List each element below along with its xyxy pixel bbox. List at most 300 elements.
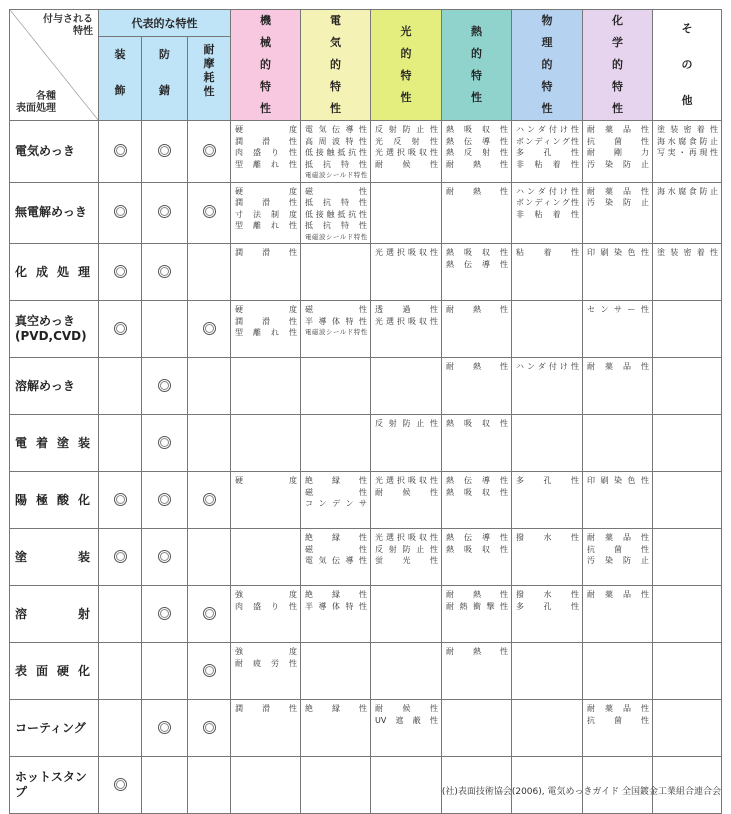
double-circle-icon [114, 322, 127, 335]
property-cell [301, 121, 371, 183]
property-cell [231, 472, 301, 529]
double-circle-icon [158, 379, 171, 392]
table-row [10, 244, 722, 301]
table-row [10, 472, 722, 529]
table-row [10, 529, 722, 586]
property-cell [653, 415, 722, 472]
double-circle-icon [203, 721, 216, 734]
mark-cell [142, 757, 188, 814]
property-item: 印刷染色性 [587, 248, 649, 257]
property-item: ハンダ付け性 [516, 125, 579, 134]
header-category-label: 機械的特性 [260, 14, 271, 115]
property-cell [512, 415, 583, 472]
property-item: 抵抗特性 [305, 221, 367, 230]
property-item: 汚染防止 [587, 159, 649, 169]
property-item: 耐候性 [375, 159, 438, 169]
property-cell [512, 301, 583, 358]
property-cell [301, 415, 371, 472]
property-cell [583, 182, 653, 244]
property-item: 潤滑性 [235, 704, 297, 713]
double-circle-icon [158, 144, 171, 157]
property-cell [512, 244, 583, 301]
property-item: 非粘着性 [516, 159, 579, 169]
property-cell [512, 586, 583, 643]
corner-bottom-line-2: 表面処理 [16, 103, 56, 114]
mark-cell [142, 301, 188, 358]
property-item: 反射防止性 [375, 419, 438, 428]
property-item: 電気伝導性 [305, 125, 367, 134]
property-cell [442, 358, 512, 415]
property-cell [583, 358, 653, 415]
row-treatment-name [10, 700, 99, 757]
header-sub-label: 防錆 [159, 47, 170, 97]
property-item: 硬度 [235, 476, 297, 485]
property-cell [371, 586, 442, 643]
property-cell [583, 700, 653, 757]
double-circle-icon [158, 721, 171, 734]
mark-cell [99, 358, 142, 415]
property-item: 熱伝導性 [446, 136, 508, 146]
header-sub-label: 耐摩耗性 [203, 42, 215, 98]
property-item: 写実・再現性 [657, 148, 718, 157]
property-item: 塗装密着性 [657, 125, 718, 134]
property-cell [442, 121, 512, 183]
row-treatment-name [10, 244, 99, 301]
header-category [512, 10, 583, 121]
property-item: 耐熱衝撃性 [446, 601, 508, 611]
treatment-name-sub: (PVD,CVD) [15, 329, 87, 343]
property-item: 光選択吸収性 [375, 533, 438, 542]
mark-cell [99, 472, 142, 529]
row-treatment-name [10, 121, 99, 183]
property-item: 蛍光性 [375, 556, 438, 565]
property-cell [371, 244, 442, 301]
property-item: コンデンサ [305, 499, 367, 508]
property-item: 型離れ性 [235, 328, 297, 337]
treatment-name-text: 電着塗装 [15, 435, 90, 450]
mark-cell [99, 301, 142, 358]
property-cell [442, 244, 512, 301]
treatment-name-text: 陽極酸化 [15, 492, 90, 507]
source-citation: (社)表面技術協会(2006), 電気めっきガイド 全国鍍金工業組合連合会 [441, 787, 721, 797]
property-cell [231, 643, 301, 700]
table-row [10, 700, 722, 757]
property-item: 低接触抵抗性 [305, 209, 367, 219]
property-item: 型離れ性 [235, 221, 297, 230]
property-item: 肉盛り性 [235, 601, 297, 611]
property-cell [231, 529, 301, 586]
property-item: 肉盛り性 [235, 148, 297, 157]
property-cell [583, 529, 653, 586]
property-item: 硬度 [235, 125, 297, 134]
property-item: 耐剛力 [587, 148, 649, 157]
row-treatment-name [10, 415, 99, 472]
mark-cell [99, 643, 142, 700]
property-item: 反射防止性 [375, 544, 438, 554]
property-cell [583, 301, 653, 358]
property-cell [583, 643, 653, 700]
property-item: 電磁波シールド特性 [305, 328, 367, 336]
property-item: ボンディング性 [516, 136, 579, 146]
property-item: 耐熱性 [446, 647, 508, 656]
corner-top-label [43, 14, 93, 38]
treatment-name-text: 塗装 [15, 549, 90, 564]
property-item: 耐熱性 [446, 186, 508, 196]
double-circle-icon [203, 664, 216, 677]
property-cell [231, 182, 301, 244]
property-item: 熱吸収性 [446, 125, 508, 134]
property-item: 塗装密着性 [657, 248, 718, 257]
property-cell [371, 182, 442, 244]
property-cell [231, 244, 301, 301]
double-circle-icon [158, 205, 171, 218]
property-cell [301, 586, 371, 643]
mark-cell [142, 244, 188, 301]
property-item: 耐薬品性 [587, 704, 649, 713]
double-circle-icon [114, 778, 127, 791]
surface-treatment-table [9, 9, 722, 814]
property-cell [301, 244, 371, 301]
property-item: 耐熱性 [446, 590, 508, 599]
property-item: 熱伝導性 [446, 476, 508, 485]
property-cell [371, 700, 442, 757]
property-item: 硬度 [235, 305, 297, 314]
property-cell [231, 358, 301, 415]
property-item: ハンダ付け性 [516, 186, 579, 196]
property-item: 耐薬品性 [587, 533, 649, 542]
property-item: 寸法制度 [235, 209, 297, 219]
property-item: 半導体特性 [305, 316, 367, 326]
property-cell [583, 472, 653, 529]
mark-cell [99, 121, 142, 183]
property-cell [442, 301, 512, 358]
property-cell [231, 586, 301, 643]
property-item: 電気伝導性 [305, 556, 367, 565]
property-item: 高周波特性 [305, 136, 367, 146]
treatment-name-text: 溶解めっき [15, 378, 75, 393]
double-circle-icon [114, 265, 127, 278]
property-cell [653, 586, 722, 643]
mark-cell [188, 358, 231, 415]
property-item: 抗菌性 [587, 136, 649, 146]
header-sub-rustproof [142, 36, 188, 120]
mark-cell [99, 700, 142, 757]
header-category-label: 熱的特性 [471, 25, 482, 104]
property-item: 熱伝導性 [446, 533, 508, 542]
mark-cell [142, 358, 188, 415]
property-cell [653, 643, 722, 700]
property-item: 電磁波シールド特性 [305, 232, 367, 241]
row-treatment-name [10, 586, 99, 643]
property-cell [371, 358, 442, 415]
property-cell [371, 121, 442, 183]
mark-cell [99, 244, 142, 301]
property-cell [653, 301, 722, 358]
table-row [10, 415, 722, 472]
property-item: 印刷染色性 [587, 476, 649, 485]
table-row [10, 121, 722, 183]
property-item: 非粘着性 [516, 209, 579, 219]
property-item: ボンディング性 [516, 198, 579, 207]
mark-cell [188, 301, 231, 358]
mark-cell [188, 529, 231, 586]
property-cell [301, 643, 371, 700]
double-circle-icon [203, 205, 216, 218]
treatment-name-text: 真空めっき [15, 314, 75, 328]
property-item: 強度 [235, 647, 297, 656]
treatment-name-text: 電気めっき [15, 143, 75, 158]
property-cell [512, 529, 583, 586]
table-row [10, 301, 722, 358]
mark-cell [142, 700, 188, 757]
header-category-label: その他 [681, 22, 693, 107]
property-cell [301, 182, 371, 244]
property-item: 半導体特性 [305, 601, 367, 611]
row-treatment-name [10, 757, 99, 814]
mark-cell [142, 472, 188, 529]
header-sub-decoration [99, 36, 142, 120]
double-circle-icon [158, 436, 171, 449]
property-cell [512, 472, 583, 529]
property-item: 多孔性 [516, 476, 579, 485]
property-cell [653, 244, 722, 301]
property-cell [442, 182, 512, 244]
property-item: 熱反射性 [446, 148, 508, 157]
corner-top-line-1: 付与される [43, 14, 93, 25]
property-item: 粘着性 [516, 248, 579, 257]
property-item: 磁性 [305, 544, 367, 554]
property-cell [653, 700, 722, 757]
row-treatment-name [10, 529, 99, 586]
property-cell [371, 301, 442, 358]
mark-cell [142, 643, 188, 700]
property-cell [301, 757, 371, 814]
property-cell [583, 121, 653, 183]
mark-cell [99, 182, 142, 244]
corner-bottom-label [16, 91, 56, 115]
property-item: 耐疲労性 [235, 658, 297, 668]
property-item: 絶縁性 [305, 476, 367, 485]
corner-bottom-line-1: 各種 [36, 91, 56, 102]
property-cell [231, 121, 301, 183]
mark-cell [188, 586, 231, 643]
property-item: 絶縁性 [305, 533, 367, 542]
treatment-name-text: ホットスタンプ [15, 770, 87, 799]
property-cell [583, 415, 653, 472]
header-representative: 代表的な特性 [99, 10, 231, 37]
property-item: 反射防止性 [375, 125, 438, 134]
property-item: 絶縁性 [305, 590, 367, 599]
property-cell [231, 415, 301, 472]
property-cell [442, 643, 512, 700]
property-item: 汚染防止 [587, 556, 649, 565]
header-sub-label: 装飾 [114, 47, 126, 97]
mark-cell [188, 244, 231, 301]
property-cell [301, 301, 371, 358]
property-cell [653, 182, 722, 244]
header-corner-cell [10, 10, 99, 121]
property-item: 光選択吸収性 [375, 148, 438, 157]
property-cell [371, 415, 442, 472]
property-item: 多孔性 [516, 148, 579, 157]
property-cell [512, 358, 583, 415]
property-item: 潤滑性 [235, 136, 297, 146]
property-item: 磁性 [305, 487, 367, 497]
property-cell [583, 244, 653, 301]
double-circle-icon [203, 607, 216, 620]
mark-cell [142, 586, 188, 643]
property-item: 耐熱性 [446, 159, 508, 169]
header-category-label: 化学的特性 [612, 14, 623, 115]
property-item: 磁性 [305, 186, 367, 196]
property-cell [512, 121, 583, 183]
property-item: センサー性 [587, 305, 649, 314]
property-item: 耐薬品性 [587, 125, 649, 134]
mark-cell [188, 700, 231, 757]
double-circle-icon [203, 322, 216, 335]
property-item: 熱吸収性 [446, 248, 508, 257]
property-cell [653, 529, 722, 586]
property-cell [371, 643, 442, 700]
mark-cell [142, 182, 188, 244]
property-cell [371, 529, 442, 586]
mark-cell [99, 757, 142, 814]
row-treatment-name [10, 301, 99, 358]
treatment-name-text: 表面硬化 [15, 663, 90, 678]
property-item: 抵抗特性 [305, 159, 367, 169]
mark-cell [142, 415, 188, 472]
corner-top-line-2: 特性 [73, 26, 93, 37]
property-item: 耐熱性 [446, 305, 508, 314]
property-cell [231, 301, 301, 358]
property-cell [231, 757, 301, 814]
table-body [10, 121, 722, 814]
property-cell [442, 586, 512, 643]
property-cell [442, 529, 512, 586]
property-cell [301, 700, 371, 757]
double-circle-icon [158, 607, 171, 620]
treatment-name-text: 溶射 [15, 606, 90, 621]
property-item: 磁性 [305, 305, 367, 314]
property-item: 型離れ性 [235, 159, 297, 169]
table-row [10, 586, 722, 643]
property-cell [442, 415, 512, 472]
mark-cell [99, 415, 142, 472]
header-category [231, 10, 301, 121]
double-circle-icon [114, 144, 127, 157]
property-item: 透過性 [375, 305, 438, 314]
property-item: 耐候性 [375, 487, 438, 497]
header-category [653, 10, 722, 121]
header-sub-wear [188, 36, 231, 120]
property-item: 光反射性 [375, 136, 438, 146]
property-item: 熱伝導性 [446, 259, 508, 269]
property-item: 光選択吸収性 [375, 476, 438, 485]
property-item: 汚染防止 [587, 198, 649, 207]
property-item: 海水腐食防止 [657, 136, 718, 146]
double-circle-icon [114, 550, 127, 563]
property-cell [583, 586, 653, 643]
mark-cell [188, 472, 231, 529]
table-row [10, 358, 722, 415]
header-category [371, 10, 442, 121]
mark-cell [99, 529, 142, 586]
property-item: 熱吸収性 [446, 544, 508, 554]
header-category-label: 光的特性 [400, 25, 412, 104]
property-item: 耐候性 [375, 704, 438, 713]
double-circle-icon [158, 493, 171, 506]
double-circle-icon [203, 144, 216, 157]
property-cell [231, 700, 301, 757]
property-item: 耐薬品性 [587, 362, 649, 371]
property-item: 抗菌性 [587, 715, 649, 725]
double-circle-icon [158, 265, 171, 278]
row-treatment-name [10, 472, 99, 529]
property-cell [301, 472, 371, 529]
property-cell [371, 757, 442, 814]
mark-cell [188, 757, 231, 814]
mark-cell [142, 121, 188, 183]
property-cell [512, 700, 583, 757]
property-cell [442, 472, 512, 529]
double-circle-icon [203, 493, 216, 506]
mark-cell [188, 121, 231, 183]
property-item: 潤滑性 [235, 316, 297, 326]
mark-cell [142, 529, 188, 586]
property-item: 強度 [235, 590, 297, 599]
property-item: 熱吸収性 [446, 419, 508, 428]
double-circle-icon [158, 550, 171, 563]
header-category [301, 10, 371, 121]
property-cell [653, 358, 722, 415]
property-cell [301, 358, 371, 415]
row-treatment-name [10, 358, 99, 415]
table-row [10, 182, 722, 244]
property-item: 撥水性 [516, 533, 579, 542]
row-treatment-name [10, 182, 99, 244]
double-circle-icon [114, 493, 127, 506]
double-circle-icon [114, 205, 127, 218]
property-item: 硬度 [235, 186, 297, 196]
property-cell [512, 643, 583, 700]
mark-cell [99, 586, 142, 643]
property-cell [653, 472, 722, 529]
property-item: 潤滑性 [235, 198, 297, 207]
property-item: 海水腐食防止 [657, 186, 718, 196]
treatment-name-text: 無電解めっき [15, 205, 87, 220]
property-item: 低接触抵抗性 [305, 148, 367, 157]
property-cell [653, 121, 722, 183]
header-category-label: 物理的特性 [541, 14, 553, 115]
property-item: 抗菌性 [587, 544, 649, 554]
property-item: 耐薬品性 [587, 186, 649, 196]
mark-cell [188, 415, 231, 472]
treatment-name-text: コーティング [15, 720, 86, 735]
property-item: ハンダ付け性 [516, 362, 579, 371]
property-item: 耐熱性 [446, 362, 508, 371]
property-item: 潤滑性 [235, 248, 297, 257]
property-cell [442, 700, 512, 757]
property-item: UV遮蔽性 [375, 715, 438, 725]
property-item: 多孔性 [516, 601, 579, 611]
mark-cell [188, 643, 231, 700]
property-item: 光選択吸収性 [375, 248, 438, 257]
row-treatment-name [10, 643, 99, 700]
property-item: 電磁波シールド特性 [305, 171, 367, 179]
property-item: 光選択吸収性 [375, 316, 438, 326]
property-item: 絶縁性 [305, 704, 367, 713]
header-category [583, 10, 653, 121]
